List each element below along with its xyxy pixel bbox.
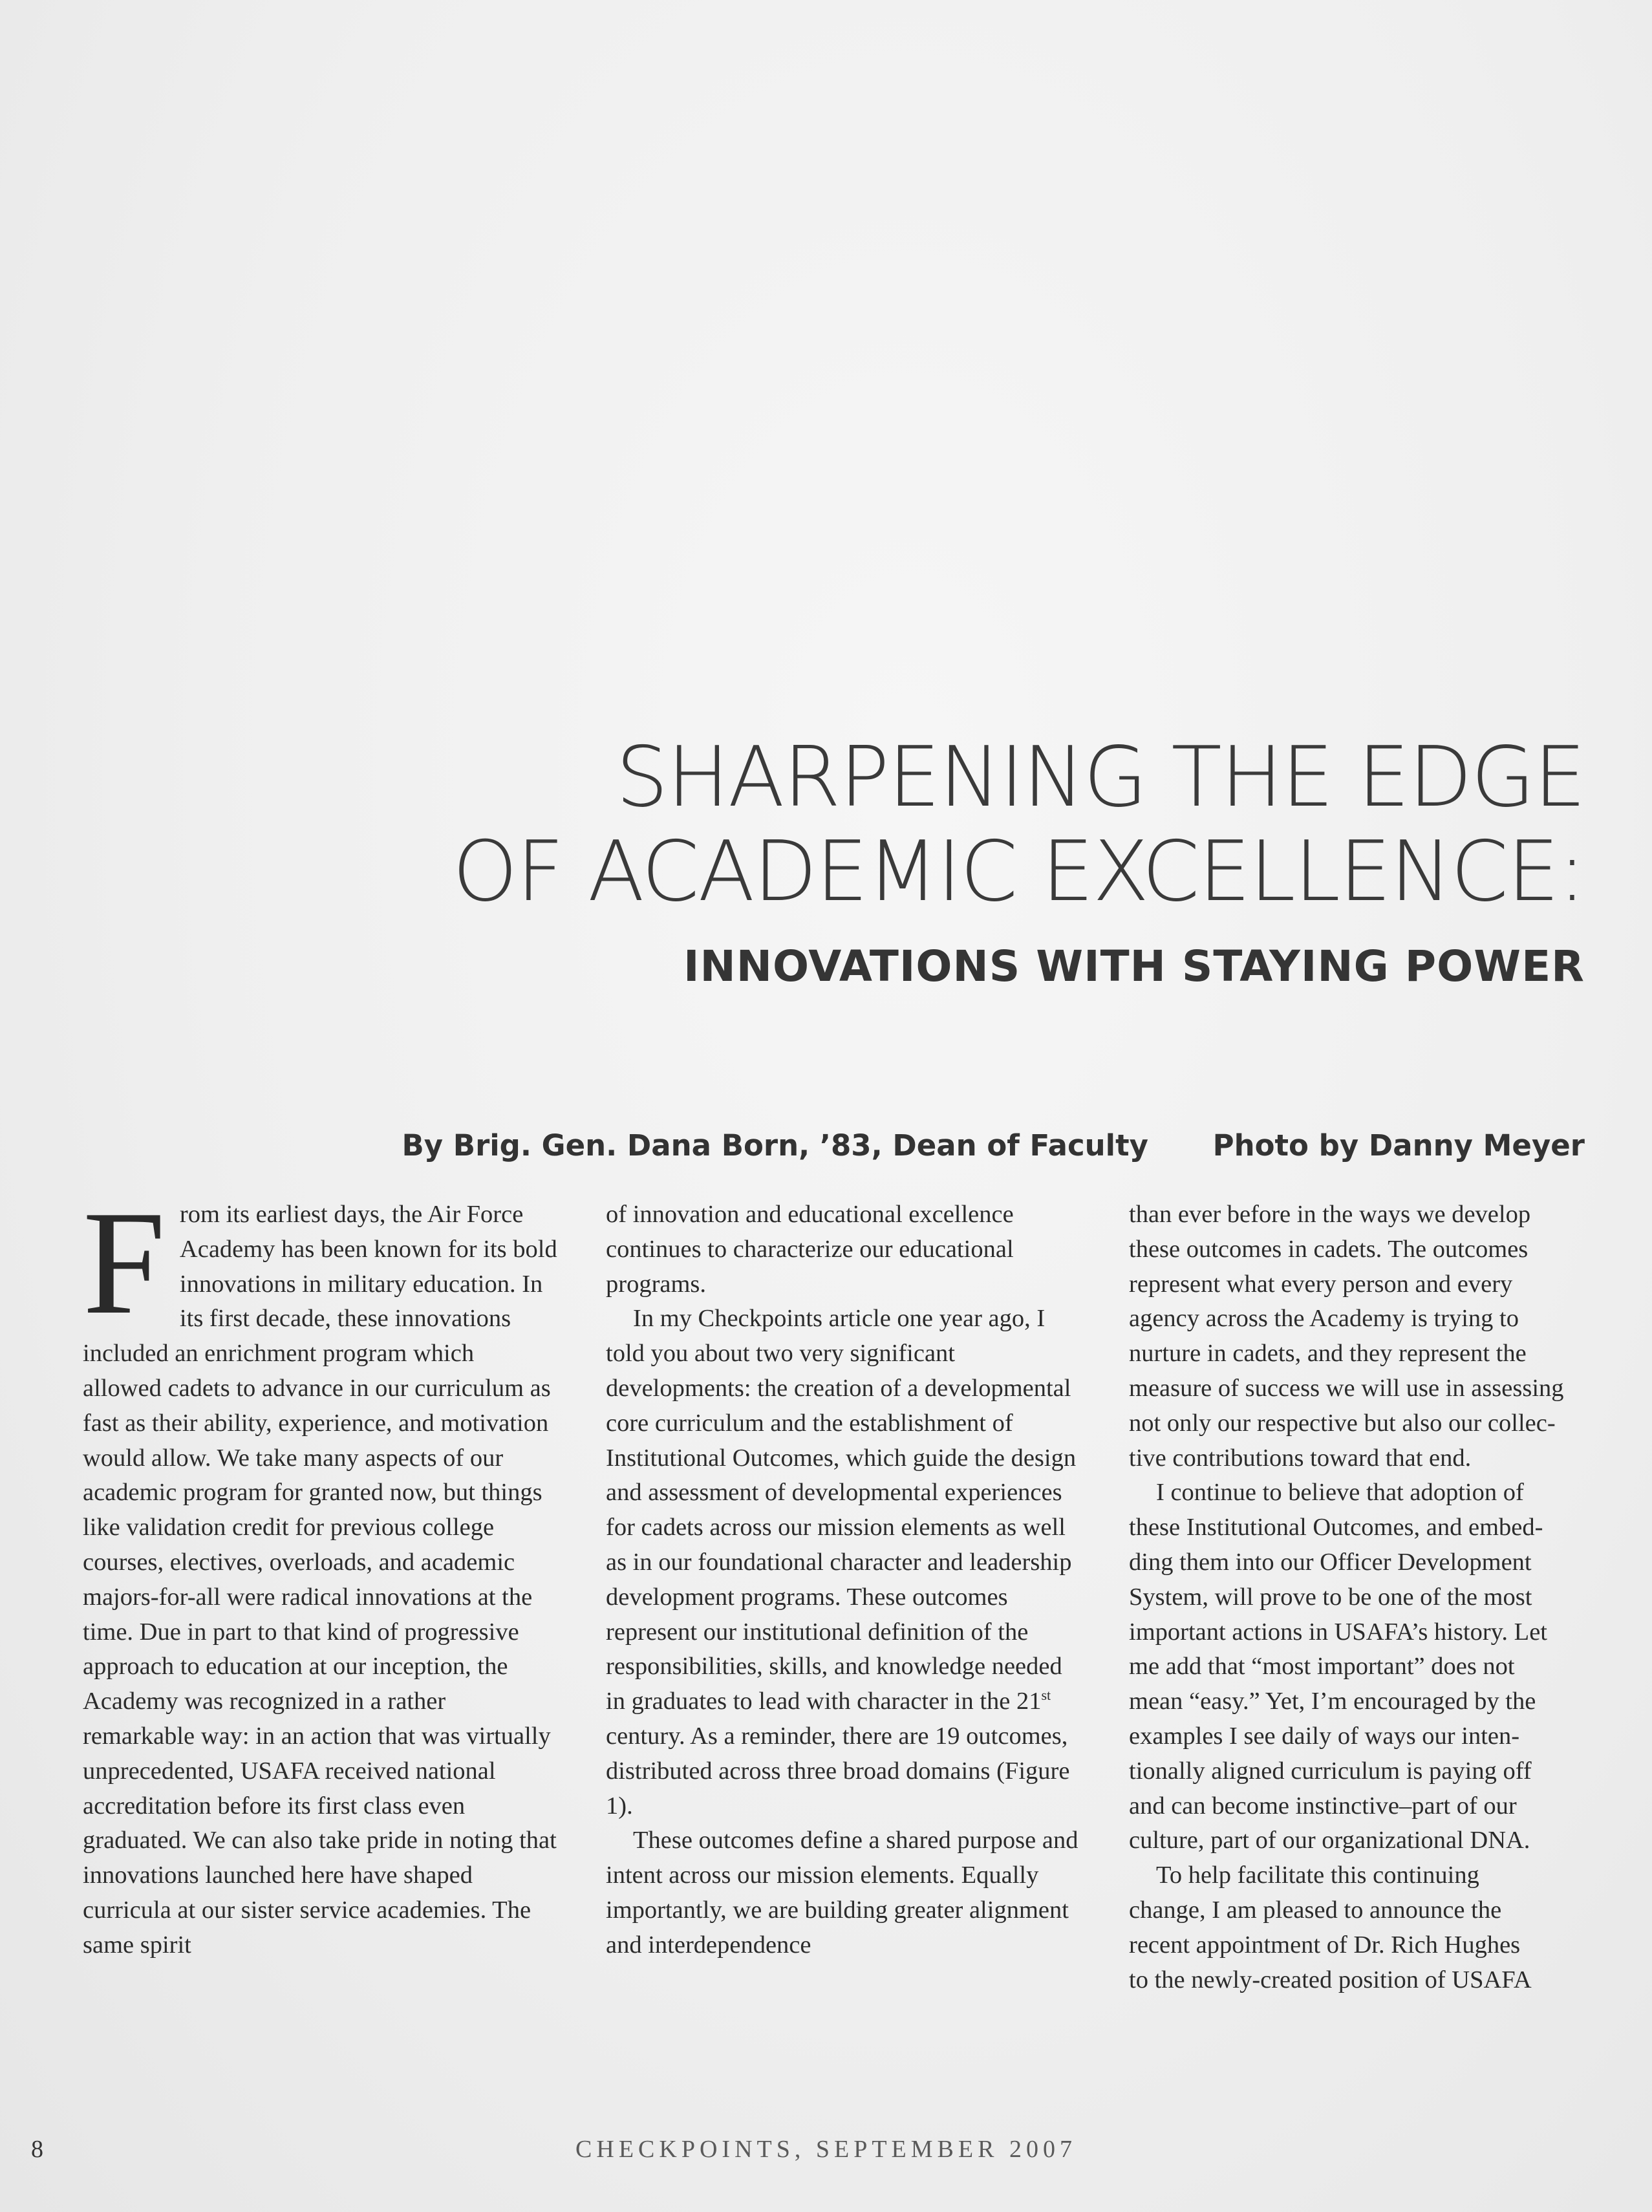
paragraph <box>1129 1476 1604 1858</box>
byline-row <box>402 1128 1585 1163</box>
photo-credit: Photo by Danny Meyer <box>1212 1128 1585 1163</box>
paragraph: These outcomes define a shared purpose and intent across our mission elements. Equally importantly, we are building greater alignment and interdependence <box>606 1827 1078 1959</box>
paragraph-text: In my Checkpoints article one year ago, I told you about two very significant developments: the creation of a developmental core curriculum and the establishment of Institutional Outcomes, which guide the design and assessment of developmental experiences for cadets across our mission elements as well as in our foundational character and leadership development programs. These outcomes represent our institutional definition of the responsibilities, skills, and knowledge needed in graduates to lead with character in the 21 <box>606 1305 1077 1715</box>
text-line: I continue to believe that adoption of <box>1156 1479 1524 1507</box>
publication-footer: CHECKPOINTS, SEPTEMBER 2007 <box>575 2136 1077 2163</box>
text-line: to the newly-created position of USAFA <box>1129 1966 1532 1993</box>
paragraph: of innovation and educational excellence continues to characterize our educational programs. <box>606 1201 1014 1298</box>
superscript: st <box>1041 1687 1051 1704</box>
text-line: tive contributions toward that end. <box>1129 1444 1472 1472</box>
paragraph-text: century. As a reminder, there are 19 outcomes, distributed across three broad domains (Figure 1). <box>606 1722 1070 1820</box>
article-body <box>83 1180 1587 2006</box>
column-2 <box>606 1197 1081 1963</box>
text-line: represent what every person and every <box>1129 1270 1513 1298</box>
text-line: not only our respective but also our collec- <box>1129 1409 1556 1437</box>
paragraph <box>83 1180 558 1963</box>
column-3 <box>1129 1197 1604 1997</box>
title-block <box>453 731 1585 991</box>
article-title-line-2: OF ACADEMIC EXCELLENCE: <box>452 824 1585 920</box>
text-line: these outcomes in cadets. The outcomes <box>1129 1235 1529 1263</box>
text-line: culture, part of our organizational DNA. <box>1129 1827 1530 1854</box>
text-line: To help facilitate this continuing <box>1156 1862 1479 1889</box>
text-line: and can become instinctive–part of our <box>1129 1792 1517 1820</box>
text-line: System, will prove to be one of the most <box>1129 1583 1532 1611</box>
paragraph-text: rom its earliest days, the Air Force Academy has been known for its bold innovations in military education. In its first decade, these innovations included an enrichment program which allowed cadets to advance in our curriculum as fast as their ability, experience, and motivation would allow. We take many aspects of our academic program for granted now, but things like validation credit for previous college courses, electives, overloads, and academic majors-for-all were radical innovations at the time. Due in part to that kind of progressive approach to education at our inception, the Academy was recognized in a rather remarkable way: in an action that was virtually unprecedented, USAFA received national accreditation before its first class even graduated. We can also take pride in noting that innovations launched here have shaped curricula at our sister service academies. The same spirit <box>83 1201 557 1959</box>
drop-cap: F <box>83 1180 166 1345</box>
article-title-line-1: SHARPENING THE EDGE <box>616 729 1585 826</box>
paragraph <box>1129 1858 1604 1997</box>
page-number: 8 <box>31 2136 43 2163</box>
text-line: than ever before in the ways we develop <box>1129 1201 1531 1228</box>
text-line: mean “easy.” Yet, I’m encouraged by the <box>1129 1688 1536 1715</box>
text-line: important actions in USAFA’s history. Let <box>1129 1618 1547 1646</box>
text-line: agency across the Academy is trying to <box>1129 1305 1519 1333</box>
paragraph <box>1129 1197 1604 1476</box>
text-line: these Institutional Outcomes, and embed- <box>1129 1514 1543 1541</box>
text-line: tionally aligned curriculum is paying off <box>1129 1757 1532 1785</box>
text-line: change, I am pleased to announce the <box>1129 1896 1502 1924</box>
column-1 <box>83 1180 558 1963</box>
text-line: nurture in cadets, and they represent the <box>1129 1340 1527 1368</box>
article-subtitle: INNOVATIONS WITH STAYING POWER <box>683 941 1585 991</box>
author-byline: By Brig. Gen. Dana Born, ’83, Dean of Faculty <box>402 1128 1148 1163</box>
text-line: measure of success we will use in assessing <box>1129 1374 1564 1402</box>
text-line: me add that “most important” does not <box>1129 1653 1515 1680</box>
text-line: recent appointment of Dr. Rich Hughes <box>1129 1931 1521 1959</box>
paragraph <box>606 1302 1081 1823</box>
text-line: ding them into our Officer Development <box>1129 1548 1532 1576</box>
text-line: examples I see daily of ways our inten- <box>1129 1722 1520 1750</box>
